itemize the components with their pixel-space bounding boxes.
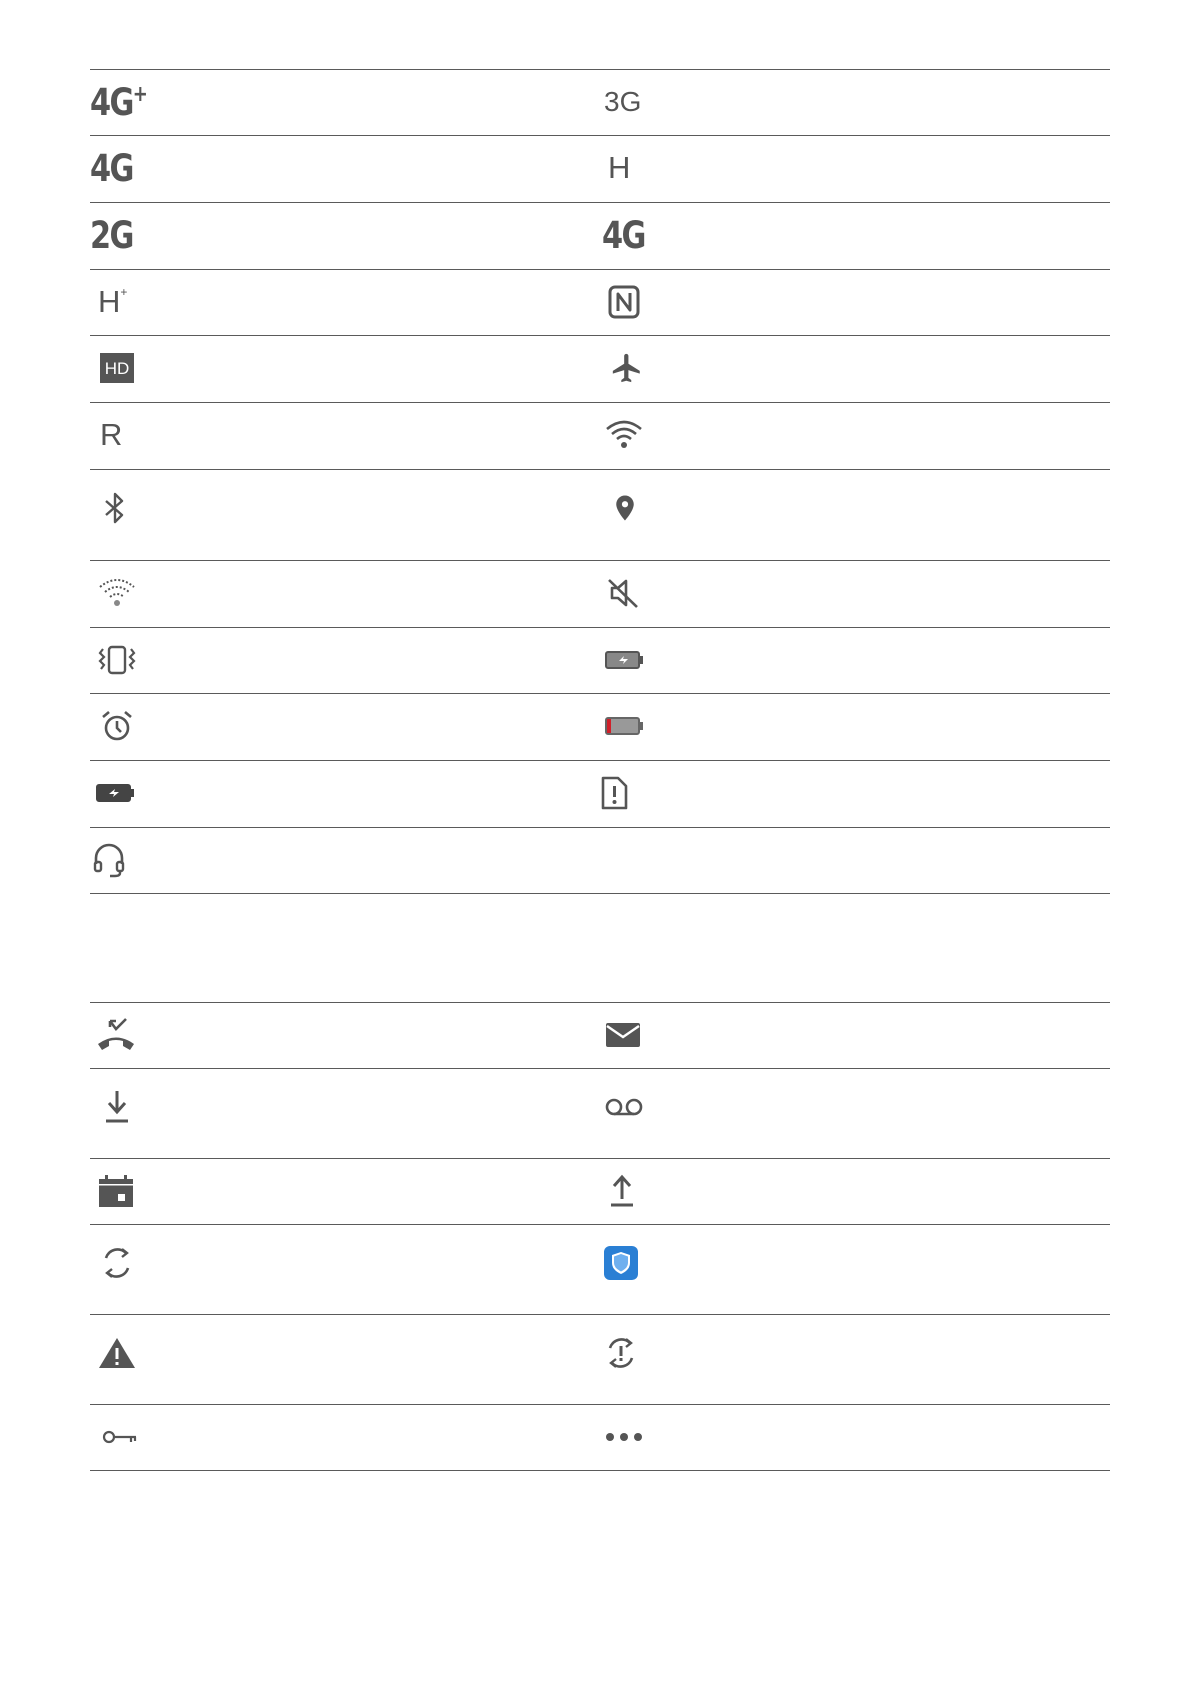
sync-error-icon (602, 1331, 638, 1375)
airplane-icon (602, 346, 644, 390)
table-row (90, 828, 1110, 894)
sync-icon (90, 1241, 134, 1285)
table-row (90, 69, 1110, 136)
hd-icon (90, 346, 136, 390)
notification-icons-table (90, 1002, 1110, 1471)
more-dots-icon (602, 1415, 644, 1459)
table-row (90, 1069, 1110, 1159)
table-row (90, 561, 1110, 628)
battery-charging-dark-icon (90, 771, 136, 815)
3g-icon: 3G (604, 86, 642, 117)
h-icon: H (608, 150, 631, 185)
status-icons-table (90, 69, 1110, 894)
mute-icon (602, 571, 642, 615)
missed-call-icon (90, 1013, 136, 1057)
alarm-clock-icon (90, 704, 134, 748)
nfc-icon (602, 280, 641, 324)
vpn-key-icon (90, 1415, 138, 1459)
table-row (90, 761, 1110, 828)
table-row (90, 1159, 1110, 1225)
calendar-icon (90, 1169, 134, 1213)
2g-icon: 2G (90, 213, 133, 257)
voicemail-icon (602, 1085, 644, 1129)
table-row (90, 136, 1110, 203)
upload-icon (602, 1169, 635, 1213)
battery-low-icon (602, 704, 645, 748)
4g-icon: 4G (90, 146, 133, 190)
r-icon: R (100, 417, 123, 452)
table-row (90, 203, 1110, 270)
table-row (90, 1225, 1110, 1315)
bluetooth-icon (90, 486, 130, 530)
table-row (90, 270, 1110, 336)
warning-icon (90, 1331, 136, 1375)
email-icon (602, 1013, 641, 1057)
battery-charging-icon (602, 638, 645, 682)
download-icon (90, 1085, 130, 1129)
wifi-icon (602, 413, 643, 457)
wifi-weak-icon (90, 571, 136, 615)
vibrate-icon (90, 638, 136, 682)
table-row (90, 694, 1110, 761)
h-plus-icon: H+ (98, 284, 128, 319)
4g-plus-icon: 4G+ (90, 80, 148, 124)
table-row (90, 336, 1110, 403)
headset-icon (90, 838, 126, 882)
svg-text:HD: HD (104, 359, 130, 378)
4g-icon: 4G (602, 213, 645, 257)
shield-icon (602, 1241, 638, 1285)
location-pin-icon (602, 486, 640, 530)
table-row (90, 1405, 1110, 1471)
table-row (90, 628, 1110, 694)
table-row (90, 470, 1110, 561)
table-row (90, 1315, 1110, 1405)
sim-alert-icon (602, 771, 630, 815)
table-row (90, 403, 1110, 470)
table-row (90, 1002, 1110, 1069)
